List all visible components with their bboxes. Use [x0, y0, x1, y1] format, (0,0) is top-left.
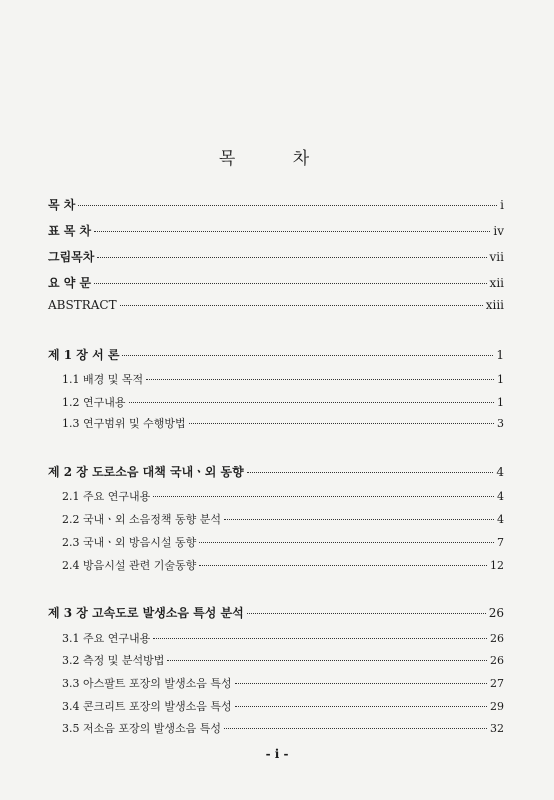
toc-entry-page: xii [489, 276, 504, 290]
toc-entry-label: 요 약 문 [48, 276, 92, 290]
toc-entry-summary[interactable] [48, 274, 504, 291]
toc-section-3-5[interactable] [62, 720, 504, 736]
toc-entry-contents[interactable] [48, 196, 504, 213]
dot-leader [199, 564, 487, 566]
dot-leader [129, 401, 495, 403]
toc-section-2-2[interactable] [62, 511, 504, 527]
toc-entry-page: i [500, 198, 504, 212]
toc-section-2-1[interactable] [62, 488, 504, 504]
toc-section-1-1[interactable] [62, 371, 504, 387]
dot-leader [146, 378, 494, 380]
toc-section-label: 2.2 국내ㆍ외 소음정책 동향 분석 [62, 513, 221, 526]
toc-entry-page: 26 [488, 606, 504, 620]
toc-entry-page: 4 [497, 513, 504, 526]
dot-leader [247, 471, 494, 473]
toc-entry-figures[interactable] [48, 248, 504, 265]
toc-section-label: 1.1 배경 및 목적 [62, 373, 144, 386]
toc-section-3-2[interactable] [62, 652, 504, 668]
dot-leader [122, 354, 493, 356]
toc-entry-page: 1 [497, 373, 504, 386]
toc-chapter-2[interactable] [48, 463, 504, 480]
toc-section-2-4[interactable] [62, 557, 504, 573]
toc-entry-page: xiii [485, 298, 504, 312]
toc-entry-label: 목 차 [48, 198, 76, 212]
toc-section-label: 3.1 주요 연구내용 [62, 632, 151, 645]
toc-entry-page: 32 [490, 722, 504, 735]
dot-leader [153, 495, 494, 497]
toc-section-3-3[interactable] [62, 675, 504, 691]
dot-leader [224, 727, 487, 729]
toc-entry-tables[interactable] [48, 222, 504, 239]
toc-section-label: 1.3 연구범위 및 수행방법 [62, 417, 186, 430]
toc-chapter-label: 제 3 장 고속도로 발생소음 특성 분석 [48, 606, 244, 620]
toc-entry-page: 29 [490, 700, 504, 713]
toc-section-1-3[interactable] [62, 415, 504, 431]
toc-section-label: 1.2 연구내용 [62, 396, 126, 409]
toc-entry-abstract[interactable] [48, 298, 504, 312]
dot-leader [199, 541, 494, 543]
toc-section-3-1[interactable] [62, 630, 504, 646]
dot-leader [78, 204, 497, 206]
dot-leader [189, 422, 494, 424]
toc-section-3-4[interactable] [62, 698, 504, 714]
toc-chapter-label: 제 1 장 서 론 [48, 348, 120, 362]
toc-chapter-1[interactable] [48, 346, 504, 363]
toc-section-label: 3.4 콘크리트 포장의 발생소음 특성 [62, 700, 232, 713]
dot-leader [94, 282, 486, 284]
toc-entry-page: vii [489, 250, 504, 264]
toc-entry-page: 26 [490, 654, 504, 667]
toc-entry-page: iv [493, 224, 504, 238]
dot-leader [235, 705, 487, 707]
page-title: 목 차 [218, 149, 336, 169]
toc-section-label: 2.1 주요 연구내용 [62, 490, 151, 503]
dot-leader [167, 659, 487, 661]
toc-entry-page: 27 [490, 677, 504, 690]
toc-entry-page: 3 [497, 417, 504, 430]
toc-entry-page: 26 [490, 632, 504, 645]
toc-entry-label: 그림목차 [48, 250, 95, 264]
toc-entry-page: 12 [490, 559, 504, 572]
toc-section-1-2[interactable] [62, 394, 504, 410]
toc-section-label: 3.5 저소음 포장의 발생소음 특성 [62, 722, 221, 735]
dot-leader [97, 256, 486, 258]
toc-entry-page: 1 [496, 348, 504, 362]
page-number: - i - [265, 747, 289, 761]
toc-entry-label: 표 목 차 [48, 224, 92, 238]
toc-entry-page: 4 [497, 490, 504, 503]
toc-chapter-label: 제 2 장 도로소음 대책 국내ㆍ외 동향 [48, 465, 244, 479]
dot-leader [94, 230, 490, 232]
toc-section-label: 3.3 아스팔트 포장의 발생소음 특성 [62, 677, 232, 690]
toc-entry-page: 4 [496, 465, 504, 479]
toc-section-label: 2.4 방음시설 관련 기술동향 [62, 559, 197, 572]
dot-leader [120, 304, 483, 306]
toc-entry-page: 7 [497, 536, 504, 549]
dot-leader [153, 637, 487, 639]
dot-leader [247, 612, 486, 614]
toc-section-label: 3.2 측정 및 분석방법 [62, 654, 165, 667]
dot-leader [224, 518, 494, 520]
toc-entry-label: ABSTRACT [48, 298, 117, 312]
toc-entry-page: 1 [497, 396, 504, 409]
toc-section-label: 2.3 국내ㆍ외 방음시설 동향 [62, 536, 197, 549]
dot-leader [235, 682, 487, 684]
toc-chapter-3[interactable] [48, 604, 504, 621]
toc-section-2-3[interactable] [62, 534, 504, 550]
